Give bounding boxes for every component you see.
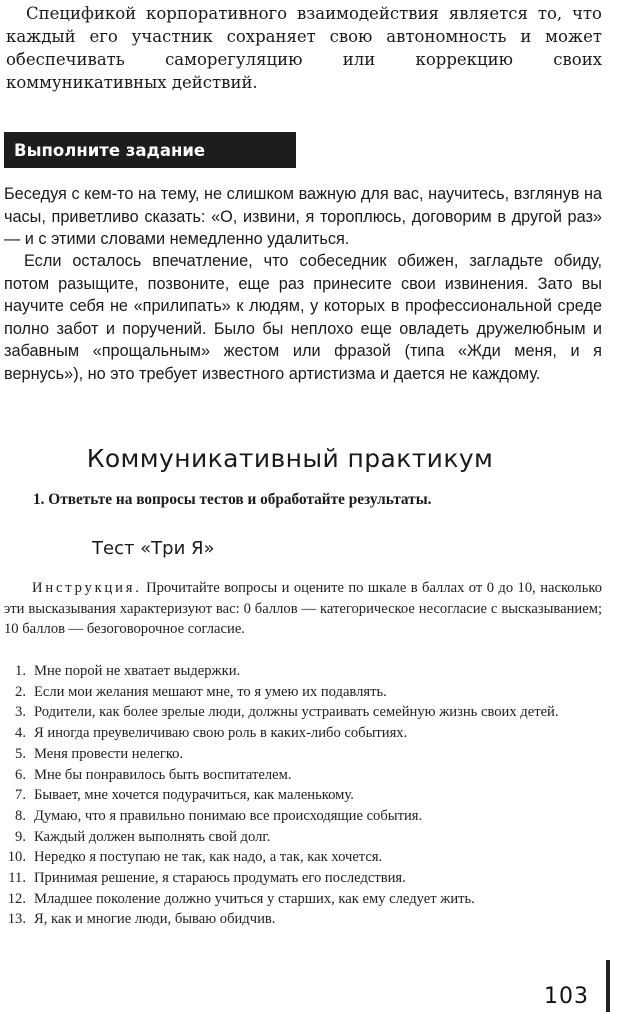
question-item <box>0 744 604 765</box>
section-title: Коммуникативный практикум <box>86 444 494 473</box>
instruction-label: Инструкция. <box>32 580 142 596</box>
question-text: Бывает, мне хочется подурачиться, как маленькому. <box>34 787 354 804</box>
page-number: 103 <box>544 984 589 1009</box>
question-number: 6. <box>15 766 26 783</box>
question-number: 13. <box>7 911 26 928</box>
question-text: Принимая решение, я стараюсь продумать его последствия. <box>34 870 406 887</box>
question-item <box>0 806 604 827</box>
question-item <box>0 889 604 910</box>
test-title: Тест «Три Я» <box>92 538 215 559</box>
section-instruction: 1. Ответьте на вопросы тестов и обработайте результаты. <box>33 491 432 508</box>
question-number: 8. <box>15 807 26 824</box>
question-text: Меня провести нелегко. <box>34 745 184 762</box>
question-item <box>0 785 604 806</box>
question-item <box>0 847 604 868</box>
question-text: Я, как и многие люди, бываю обидчив. <box>34 911 276 928</box>
question-number: 11. <box>8 870 26 887</box>
question-text: Младшее поколение должно учиться у старших, как ему следует жить. <box>34 890 475 907</box>
question-text: Если мои желания мешают мне, то я умею их подавлять. <box>34 683 387 700</box>
question-list <box>0 661 604 930</box>
question-number: 3. <box>15 704 26 721</box>
question-item <box>0 909 604 930</box>
question-text: Мне бы понравилось быть воспитателем. <box>34 766 292 783</box>
question-item <box>0 827 604 848</box>
question-text: Мне порой не хватает выдержки. <box>34 663 241 679</box>
task-paragraph-1: Беседуя с кем-то на тему, не слишком важную для вас, научитесь, взглянув на часы, приветливо сказать: «О, извини, я тороплюсь, договорим в другой раз» — и с этими словами немедленно удалиться. <box>4 185 602 248</box>
page-edge-bar <box>606 960 610 1012</box>
question-number: 2. <box>15 683 26 700</box>
task-heading: Выполните задание <box>14 140 206 160</box>
question-number: 9. <box>15 828 26 845</box>
task-heading-box <box>4 132 296 168</box>
question-number: 7. <box>15 787 26 804</box>
question-number: 4. <box>15 725 26 742</box>
question-text: Родители, как более зрелые люди, должны устраивать семейную жизнь своих детей. <box>34 704 559 721</box>
question-number: 1. <box>15 663 26 679</box>
question-item <box>0 682 604 703</box>
question-text: Я иногда преувеличиваю свою роль в каких-либо событиях. <box>34 725 408 742</box>
question-item <box>0 765 604 786</box>
test-instruction <box>4 578 602 640</box>
question-item <box>0 723 604 744</box>
question-text: Нередко я поступаю не так, как надо, а так, как хочется. <box>34 849 383 866</box>
question-item <box>0 702 604 723</box>
task-paragraph-2: Если осталось впечатление, что собеседник обижен, загладьте обиду, потом разыщите, позвоните, еще раз принесите свои извинения. Зато вы научите себя не «прилипать» к людям, у которых в профессиональной среде полно забот и поручений. Было бы неплохо еще овладеть дружелюбным и забавным «прощальным» жестом или фразой (типа «Жди меня, и я вернусь»), но это требует известного артистизма и дается не каждому. <box>4 252 602 383</box>
instruction-text: Прочитайте вопросы и оцените по шкале в баллах от 0 до 10, насколько эти высказывания характеризуют вас: 0 баллов — категорическое несогласие с высказыванием; 10 баллов — безоговорочное согласие. <box>4 580 602 638</box>
question-number: 10. <box>7 849 26 866</box>
question-item <box>0 868 604 889</box>
question-text: Каждый должен выполнять свой долг. <box>34 828 271 845</box>
intro-paragraph: Спецификой корпоративного взаимодействия является то, что каждый его участник сохраняет свою автономность и может обеспечивать саморегуляцию или коррекцию своих коммуникативных действий. <box>6 4 602 92</box>
question-text: Думаю, что я правильно понимаю все происходящие события. <box>34 807 423 824</box>
question-item <box>0 661 604 682</box>
question-number: 5. <box>15 745 26 762</box>
question-number: 12. <box>7 890 26 907</box>
